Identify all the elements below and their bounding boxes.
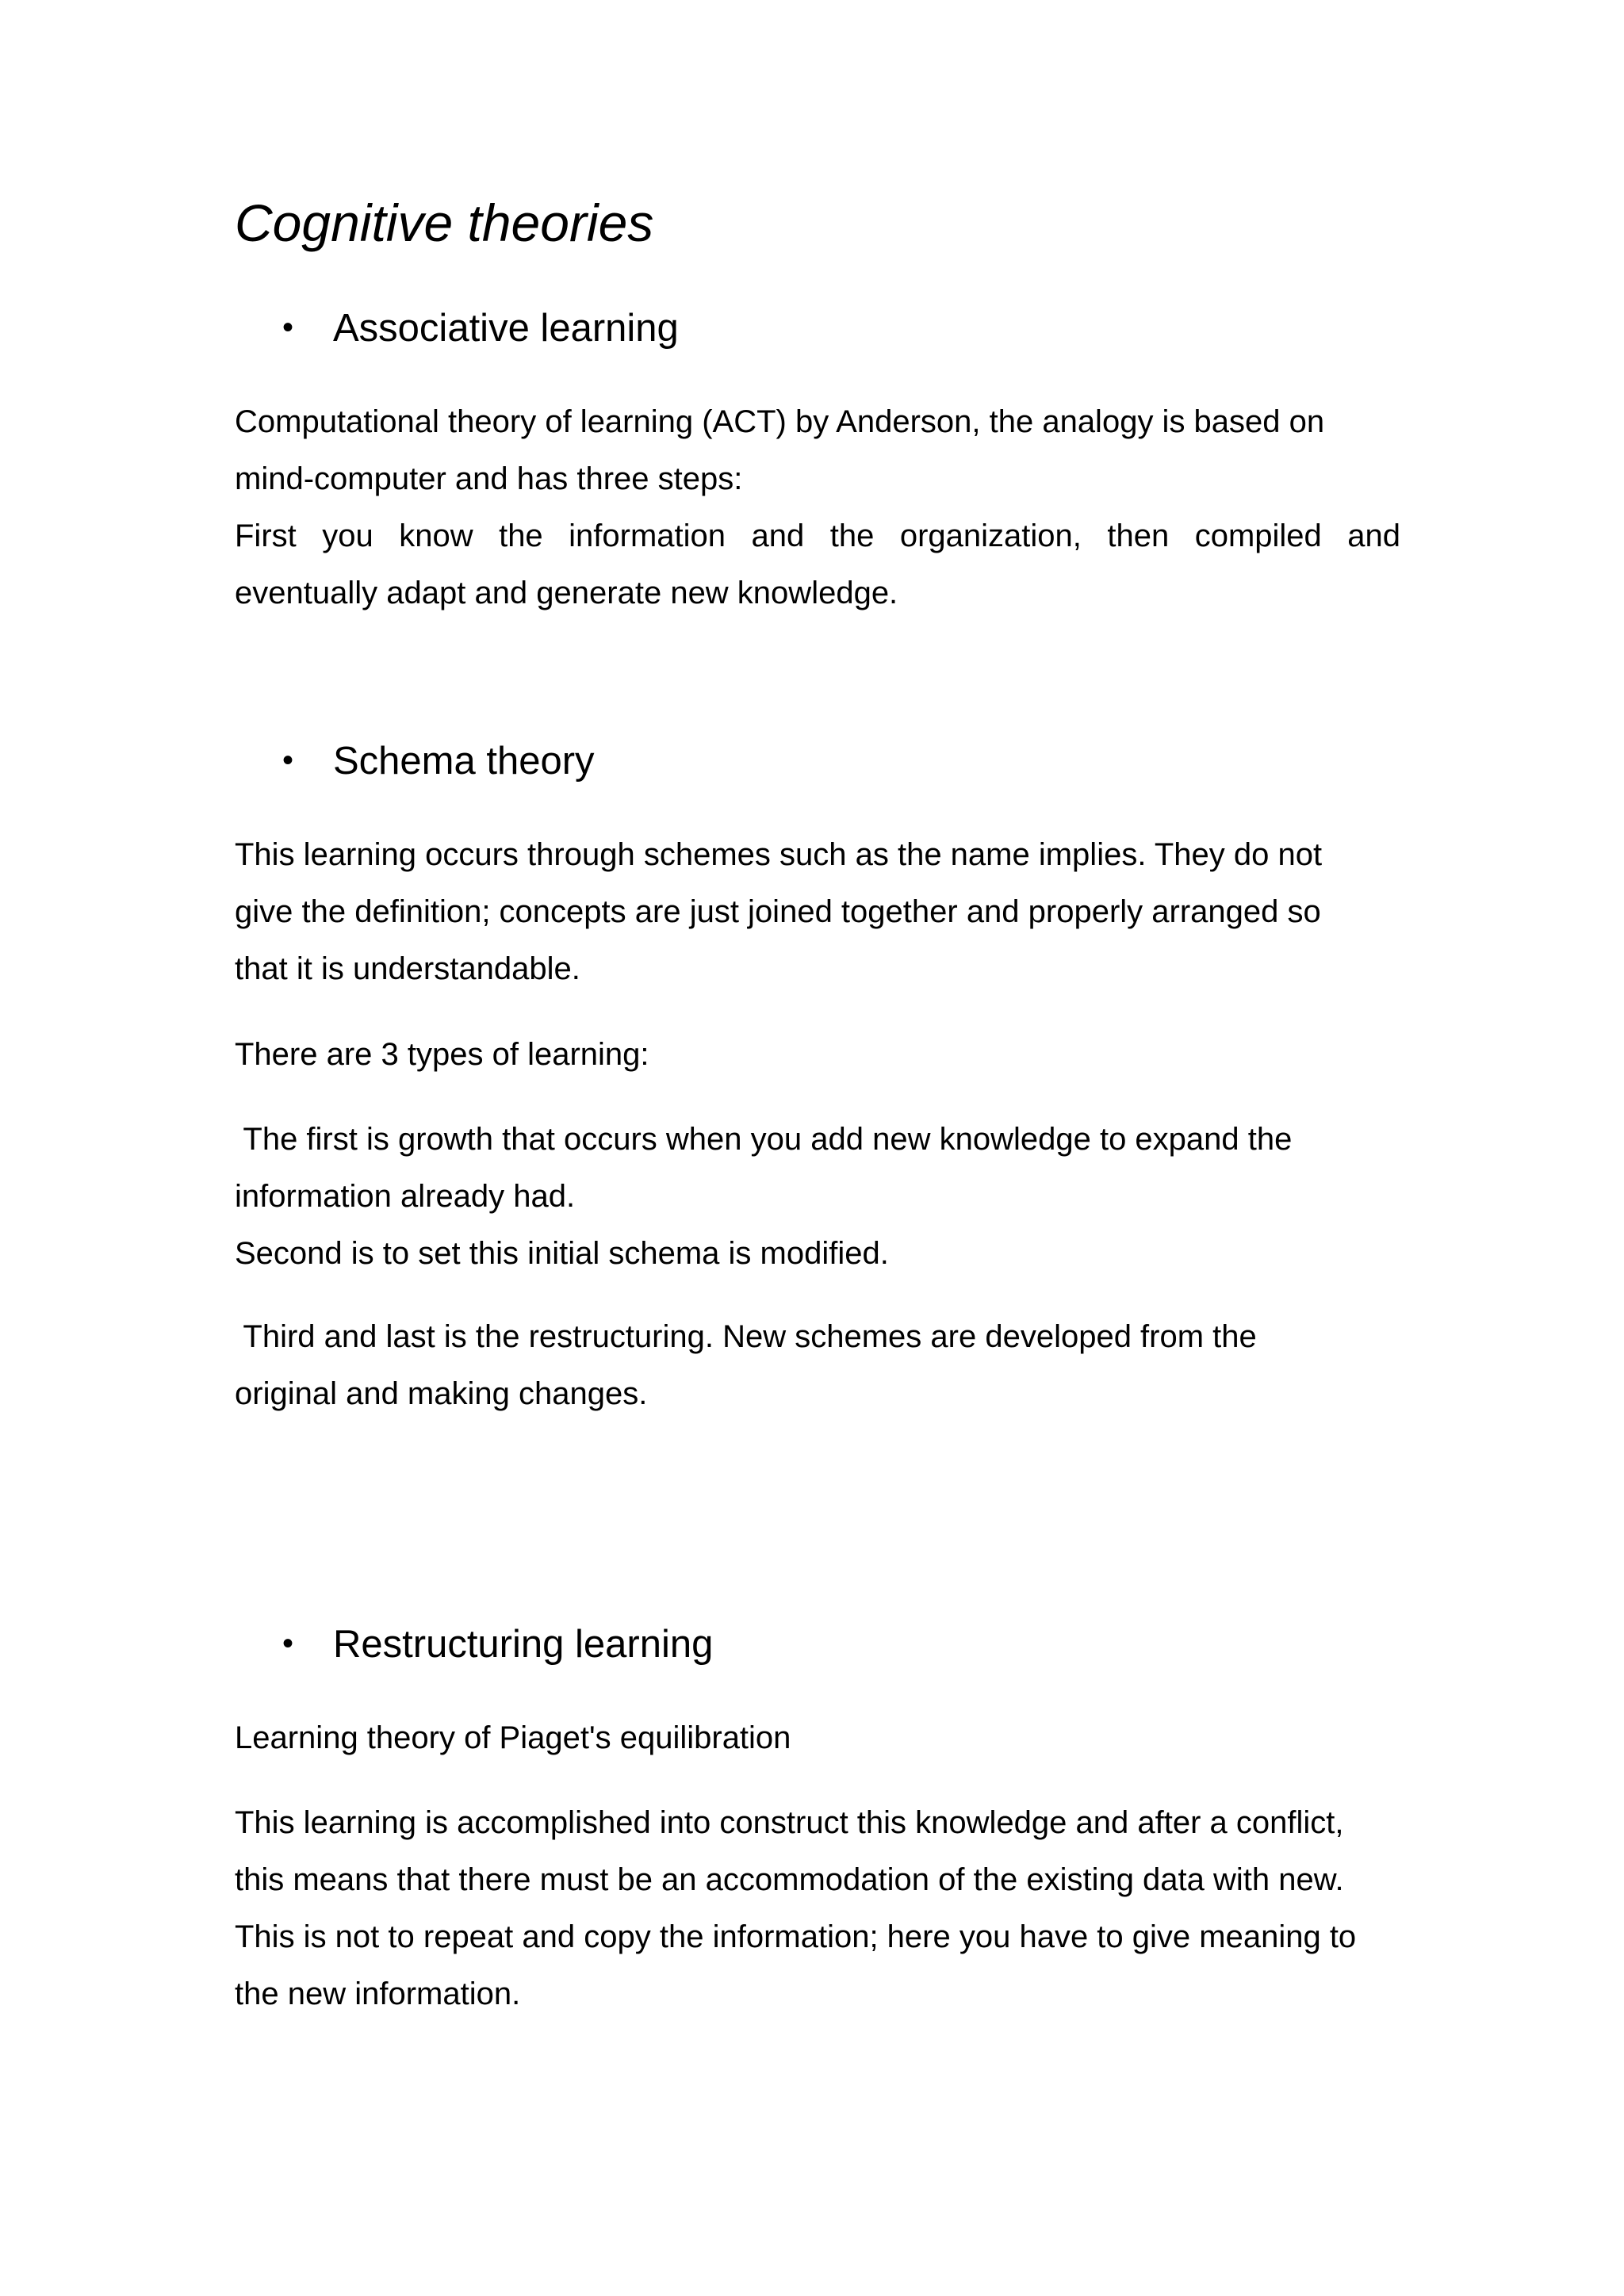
- paragraph: [235, 1794, 1400, 2022]
- paragraph-line: original and making changes.: [235, 1376, 648, 1411]
- paragraph: [235, 1111, 1400, 1282]
- section-heading-associative-learning: [282, 301, 679, 354]
- paragraph: [235, 393, 1400, 622]
- section-heading-label: Restructuring learning: [333, 1623, 714, 1666]
- bullet-icon: •: [282, 310, 294, 345]
- paragraph-line: Second is to set this initial schema is modified.: [235, 1236, 889, 1271]
- paragraph: [235, 1026, 1400, 1083]
- paragraph: [235, 826, 1400, 997]
- document-title: Cognitive theories: [235, 193, 654, 252]
- bullet-icon: •: [282, 743, 294, 778]
- paragraph-line: the new information.: [235, 1976, 521, 2011]
- paragraph-line: Computational theory of learning (ACT) by Anderson, the analogy is based on: [235, 404, 1325, 439]
- paragraph: [235, 1308, 1400, 1422]
- paragraph-line: this means that there must be an accommodation of the existing data with new.: [235, 1862, 1344, 1897]
- bullet-icon: •: [282, 1626, 294, 1661]
- paragraph-line: mind-computer and has three steps:: [235, 461, 743, 496]
- paragraph-line: This is not to repeat and copy the information; here you have to give meaning to: [235, 1919, 1357, 1954]
- paragraph: [235, 1709, 1400, 1766]
- paragraph-line: that it is understandable.: [235, 951, 580, 986]
- paragraph-line: Third and last is the restructuring. New schemes are developed from the: [235, 1319, 1257, 1354]
- paragraph-line: This learning is accomplished into construct this knowledge and after a conflict,: [235, 1805, 1344, 1840]
- section-heading-schema-theory: [282, 734, 595, 787]
- paragraph-line: give the definition; concepts are just joined together and properly arranged so: [235, 894, 1321, 929]
- paragraph-line: This learning occurs through schemes such as the name implies. They do not: [235, 837, 1323, 872]
- paragraph-line: First you know the information and the organization, then compiled and: [235, 519, 1400, 553]
- section-heading-restructuring-learning: [282, 1617, 713, 1670]
- section-heading-label: Schema theory: [333, 740, 595, 783]
- section-heading-label: Associative learning: [333, 307, 679, 350]
- paragraph-line: information already had.: [235, 1179, 576, 1214]
- paragraph-line: The first is growth that occurs when you add new knowledge to expand the: [235, 1122, 1293, 1157]
- paragraph-line: There are 3 types of learning:: [235, 1037, 649, 1072]
- paragraph-line: Learning theory of Piaget's equilibration: [235, 1720, 791, 1755]
- paragraph-line: eventually adapt and generate new knowledge.: [235, 576, 898, 610]
